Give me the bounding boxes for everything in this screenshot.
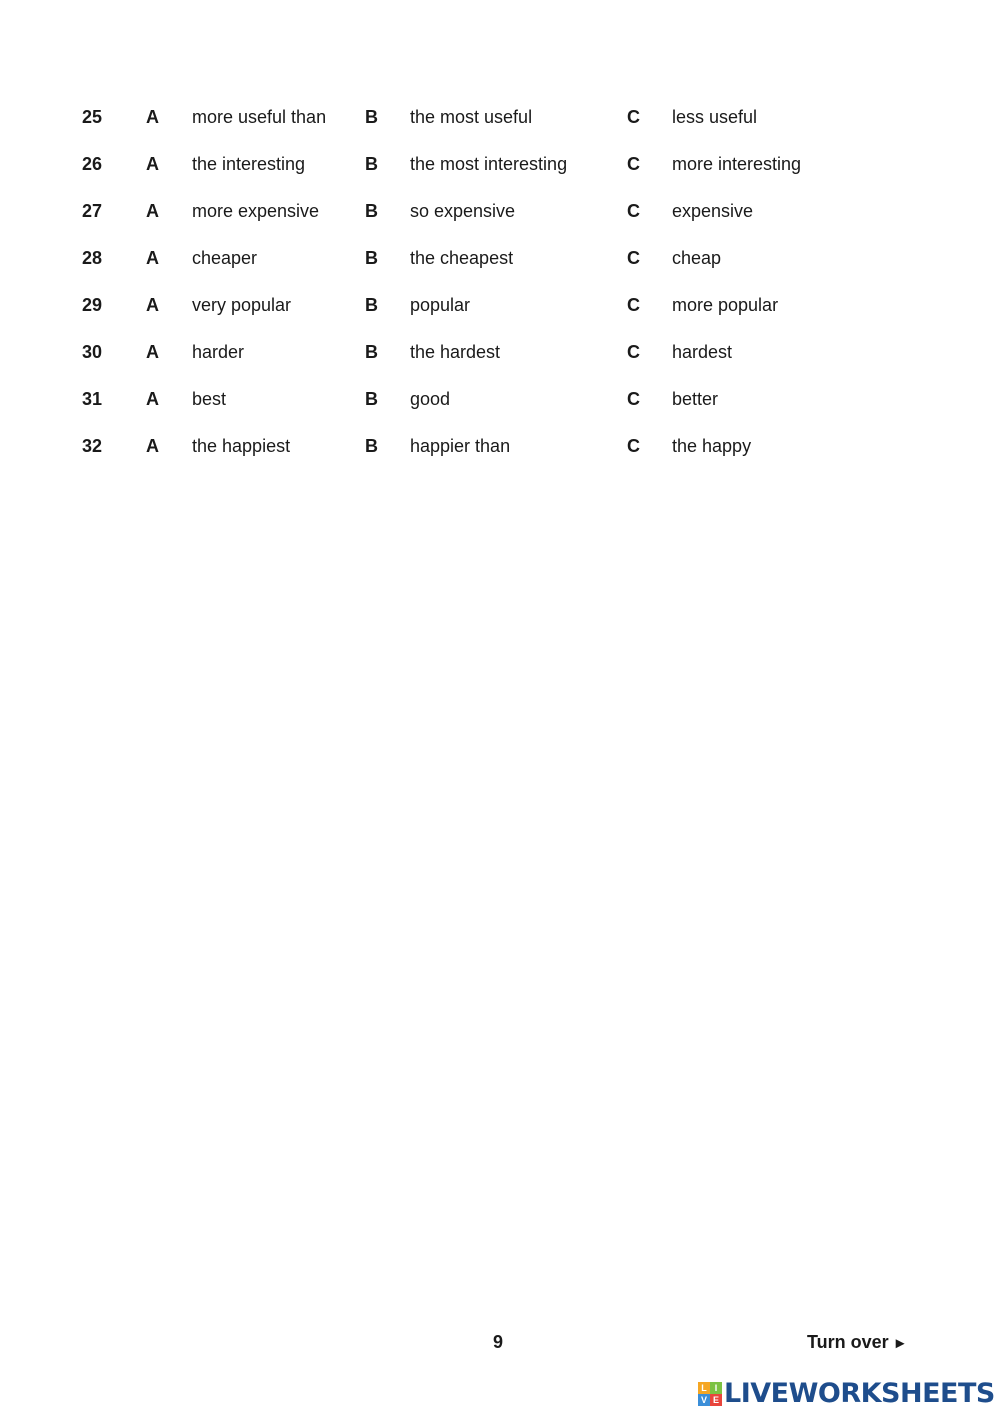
option-b-text[interactable]: so expensive	[410, 201, 516, 221]
option-c-letter: C	[627, 201, 640, 221]
question-number: 28	[82, 248, 103, 268]
option-a-letter: A	[146, 248, 159, 268]
option-a-letter: A	[146, 154, 159, 174]
option-c-text[interactable]: more interesting	[672, 154, 802, 174]
question-row	[0, 337, 1000, 367]
option-b-text[interactable]: the most useful	[410, 107, 533, 127]
option-c-text[interactable]: less useful	[672, 107, 758, 127]
option-c-text[interactable]: cheap	[672, 248, 722, 268]
option-b-letter: B	[365, 154, 378, 174]
option-a-letter: A	[146, 107, 159, 127]
liveworksheets-logo	[698, 1377, 995, 1411]
option-a-text[interactable]: harder	[192, 342, 245, 362]
option-c-text[interactable]: the happy	[672, 436, 752, 456]
option-b-text[interactable]: the hardest	[410, 342, 501, 362]
option-b-letter: B	[365, 295, 378, 315]
turn-over-label: Turn over	[807, 1332, 889, 1352]
option-a-letter: A	[146, 436, 159, 456]
option-b-text[interactable]: the cheapest	[410, 248, 514, 268]
play-arrow-icon: ►	[892, 1335, 908, 1352]
option-b-letter: B	[365, 201, 378, 221]
option-b-letter: B	[365, 107, 378, 127]
brand-icon-cell: I	[710, 1382, 722, 1394]
question-row	[0, 290, 1000, 320]
option-b-text[interactable]: happier than	[410, 436, 511, 456]
option-a-text[interactable]: best	[192, 389, 227, 409]
question-number: 29	[82, 295, 103, 315]
option-b-letter: B	[365, 389, 378, 409]
option-a-text[interactable]: very popular	[192, 295, 292, 315]
option-c-text[interactable]: hardest	[672, 342, 733, 362]
option-c-text[interactable]: more popular	[672, 295, 779, 315]
option-b-text[interactable]: popular	[410, 295, 471, 315]
option-a-letter: A	[146, 295, 159, 315]
option-a-text[interactable]: more expensive	[192, 201, 320, 221]
option-c-letter: C	[627, 436, 640, 456]
option-c-letter: C	[627, 389, 640, 409]
question-row	[0, 243, 1000, 273]
brand-icon-cell: V	[698, 1394, 710, 1406]
option-b-letter: B	[365, 436, 378, 456]
question-row	[0, 431, 1000, 461]
option-b-text[interactable]: good	[410, 389, 451, 409]
option-c-letter: C	[627, 107, 640, 127]
brand-name: LIVEWORKSHEETS	[724, 1378, 995, 1409]
option-a-text[interactable]: the happiest	[192, 436, 291, 456]
option-b-letter: B	[365, 342, 378, 362]
question-number: 30	[82, 342, 103, 362]
brand-grid-icon	[698, 1382, 722, 1406]
turn-over-link[interactable]	[807, 1330, 908, 1356]
question-row	[0, 149, 1000, 179]
option-a-letter: A	[146, 342, 159, 362]
option-b-text[interactable]: the most interesting	[410, 154, 568, 174]
brand-icon-cell: L	[698, 1382, 710, 1394]
question-number: 27	[82, 201, 103, 221]
option-a-letter: A	[146, 389, 159, 409]
option-a-letter: A	[146, 201, 159, 221]
question-row	[0, 196, 1000, 226]
question-number: 32	[82, 436, 103, 456]
question-number: 31	[82, 389, 103, 409]
question-row	[0, 384, 1000, 414]
question-row	[0, 102, 1000, 132]
question-number: 25	[82, 107, 103, 127]
option-c-letter: C	[627, 154, 640, 174]
question-number: 26	[82, 154, 103, 174]
option-c-letter: C	[627, 342, 640, 362]
option-a-text[interactable]: more useful than	[192, 107, 327, 127]
option-c-letter: C	[627, 295, 640, 315]
brand-icon-cell: E	[710, 1394, 722, 1406]
option-b-letter: B	[365, 248, 378, 268]
option-a-text[interactable]: cheaper	[192, 248, 258, 268]
option-c-letter: C	[627, 248, 640, 268]
option-a-text[interactable]: the interesting	[192, 154, 306, 174]
option-c-text[interactable]: better	[672, 389, 719, 409]
page-number: 9	[493, 1332, 504, 1352]
option-c-text[interactable]: expensive	[672, 201, 754, 221]
